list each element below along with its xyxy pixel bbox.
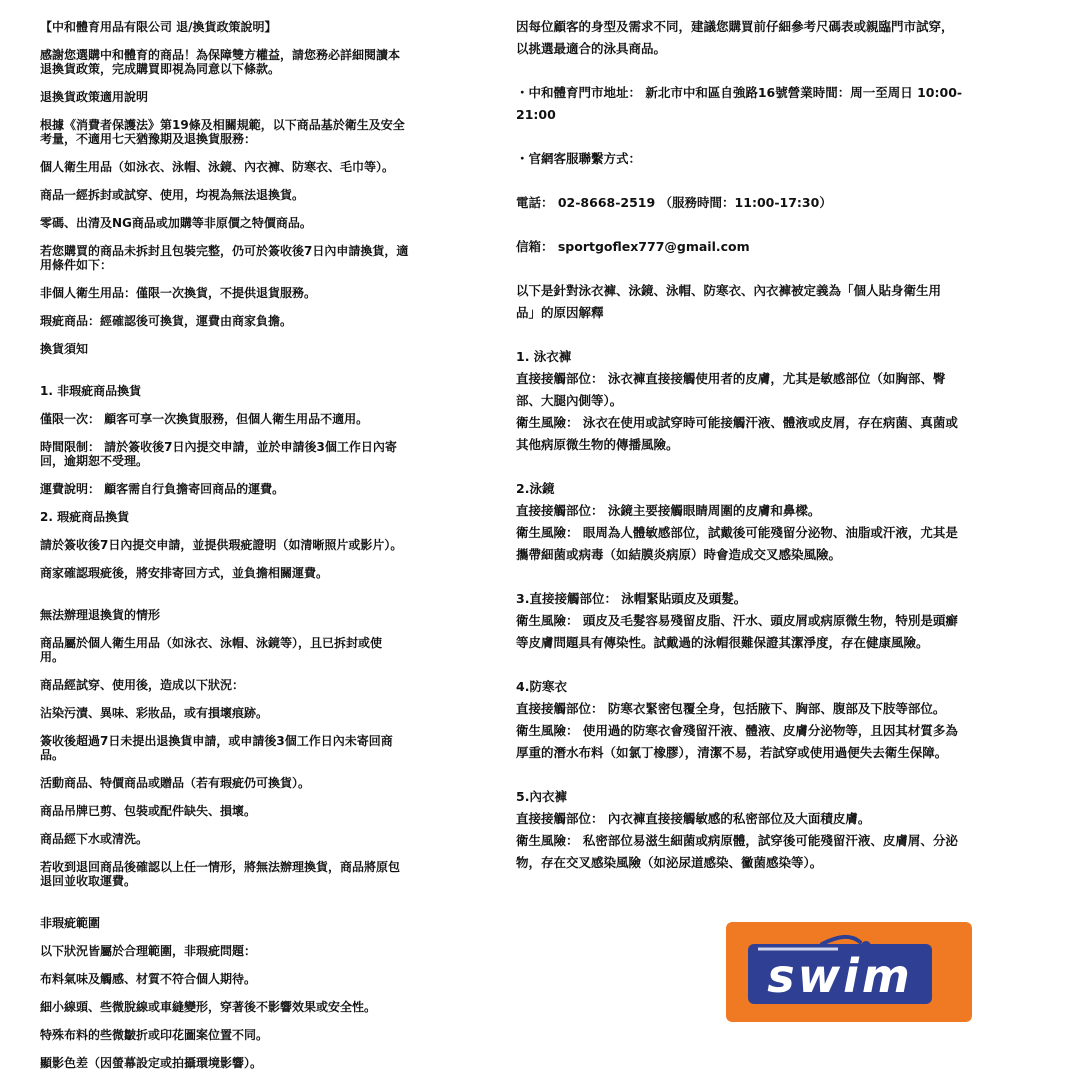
item-swimwear: 1. 泳衣褲 直接接觸部位： 泳衣褲直接接觸使用者的皮膚，尤其是敏感部位（如胸部、臀 部、大腿內側等）。 衛生風險： 泳衣在使用或試穿時可能接觸汗液、體液或皮屑，存在病菌、真菌或 其他病原微生物的傳播風險。: [516, 349, 958, 452]
paragraph: 瑕疵商品：經確認後可換貨，運費由商家負擔。: [40, 314, 293, 328]
paragraph: 僅限一次： 顧客可享一次換貨服務，但個人衛生用品不適用。: [40, 412, 369, 426]
paragraph: 請於簽收後7日內提交申請，並提供瑕疵證明（如清晰照片或影片）。: [40, 538, 403, 552]
section-heading: 退換貨政策適用說明: [40, 90, 149, 104]
paragraph: 零碼、出清及NG商品或加購等非原價之特價商品。: [40, 216, 312, 230]
paragraph: 若您購買的商品未拆封且包裝完整，仍可於簽收後7日內申請換貨，適 用條件如下：: [40, 244, 409, 272]
paragraph: 若收到退回商品後確認以上任一情形，將無法辦理換貨，商品將原包 退回並收取運費。: [40, 860, 401, 888]
paragraph: 以下狀況皆屬於合理範圍，非瑕疵問題：: [40, 944, 257, 958]
paragraph: 以下是針對泳衣褲、泳鏡、泳帽、防寒衣、內衣褲被定義為「個人貼身衛生用 品」的原因解釋: [516, 283, 942, 320]
swim-logo: [726, 922, 972, 1022]
paragraph: 特殊布料的些微皺折或印花圖案位置不同。: [40, 1028, 269, 1042]
paragraph: 非個人衛生用品：僅限一次換貨，不提供退貨服務。: [40, 286, 317, 300]
contact-heading: ・官網客服聯繫方式：: [516, 151, 642, 166]
paragraph: 感謝您選購中和體育的商品！為保障雙方權益，請您務必詳細閱讀本 退換貨政策，完成購買即視為同意以下條款。: [40, 48, 401, 76]
paragraph: 商品吊牌已剪、包裝或配件缺失、損壞。: [40, 804, 257, 818]
paragraph: 商家確認瑕疵後，將安排寄回方式，並負擔相關運費。: [40, 566, 329, 580]
section-heading: 換貨須知: [40, 342, 89, 356]
paragraph: 因每位顧客的身型及需求不同，建議您購買前仔細參考尺碼表或親臨門市試穿， 以挑選最適合的泳具商品。: [516, 19, 954, 56]
item-wetsuit: 4.防寒衣 直接接觸部位： 防寒衣緊密包覆全身，包括腋下、胸部、腹部及下肢等部位。 衛生風險： 使用過的防寒衣會殘留汗液、體液、皮膚分泌物等，且因其材質多為 厚重的潛水布料（如氯丁橡膠），清潔不易，若試穿或使用過便失去衛生保障。: [516, 679, 958, 760]
paragraph: 時間限制： 請於簽收後7日內提交申請，並於申請後3個工作日內寄 回，逾期恕不受理。: [40, 440, 397, 468]
contact-phone: 電話： 02-8668-2519 （服務時間：11:00-17:30）: [516, 195, 832, 210]
paragraph: 布料氣味及觸感、材質不符合個人期待。: [40, 972, 257, 986]
paragraph: 簽收後超過7日未提出退換貨申請，或申請後3個工作日內未寄回商 品。: [40, 734, 393, 762]
sub-heading: 2. 瑕疵商品換貨: [40, 510, 130, 524]
item-underwear: 5.內衣褲 直接接觸部位： 內衣褲直接接觸敏感的私密部位及大面積皮膚。 衛生風險： 私密部位易滋生細菌或病原體，試穿後可能殘留汗液、皮膚屑、分泌 物，存在交叉感染風險（如泌尿道感染、黴菌感染等）。: [516, 789, 958, 870]
paragraph: 個人衛生用品（如泳衣、泳帽、泳鏡、內衣褲、防寒衣、毛巾等）。: [40, 160, 395, 174]
swim-logo-graphic: [726, 922, 972, 1022]
paragraph: 商品經下水或清洗。: [40, 832, 149, 846]
paragraph: 細小線頭、些微脫線或車縫變形，穿著後不影響效果或安全性。: [40, 1000, 377, 1014]
item-goggles: 2.泳鏡 直接接觸部位： 泳鏡主要接觸眼睛周圍的皮膚和鼻樑。 衛生風險： 眼周為人體敏感部位，試戴後可能殘留分泌物、油脂或汗液，尤其是 攜帶細菌或病毒（如結膜炎病原）時會造成交叉感染風險。: [516, 481, 958, 562]
doc-title: 【中和體育用品有限公司 退/換貨政策說明】: [40, 20, 277, 34]
paragraph: 根據《消費者保護法》第19條及相關規範，以下商品基於衛生及安全 考量，不適用七天猶豫期及退換貨服務：: [40, 118, 405, 146]
paragraph: 運費說明： 顧客需自行負擔寄回商品的運費。: [40, 482, 285, 496]
paragraph: 顯影色差（因螢幕設定或拍攝環境影響）。: [40, 1056, 263, 1070]
section-heading: 無法辦理退換貨的情形: [40, 608, 161, 622]
paragraph: 商品屬於個人衛生用品（如泳衣、泳帽、泳鏡等），且已拆封或使 用。: [40, 636, 383, 664]
item-swim-cap: 3.直接接觸部位： 泳帽緊貼頭皮及頭髮。 衛生風險： 頭皮及毛髮容易殘留皮脂、汗水、頭皮屑或病原微生物，特別是頭癬 等皮膚問題具有傳染性。試戴過的泳帽很難保證其潔淨度，存在健康風險。: [516, 591, 958, 650]
section-heading: 非瑕疵範圍: [40, 916, 101, 930]
store-address: ・中和體育門市地址： 新北市中和區自強路16號營業時間：周一至周日 10:00- 21:00: [516, 85, 963, 122]
paragraph: 商品一經拆封或試穿、使用，均視為無法退換貨。: [40, 188, 305, 202]
paragraph: 沾染污漬、異味、彩妝品，或有損壞痕跡。: [40, 706, 269, 720]
paragraph: 商品經試穿、使用後，造成以下狀況：: [40, 678, 245, 692]
paragraph: 活動商品、特價商品或贈品（若有瑕疵仍可換貨）。: [40, 776, 311, 790]
sub-heading: 1. 非瑕疵商品換貨: [40, 384, 142, 398]
contact-email: 信箱： sportgoflex777@gmail.com: [516, 239, 750, 254]
logo-text: swim: [767, 949, 913, 1003]
